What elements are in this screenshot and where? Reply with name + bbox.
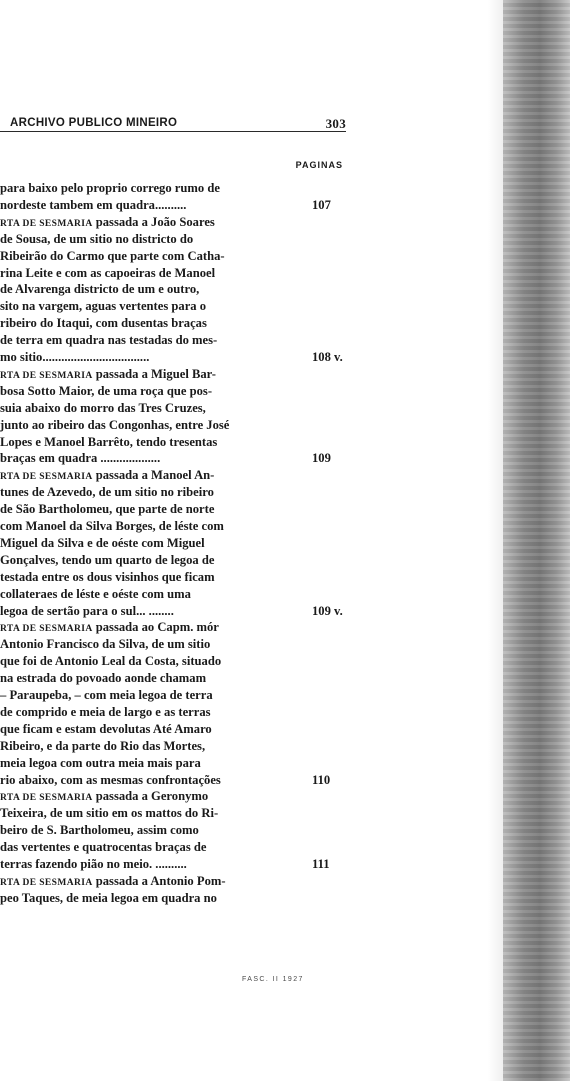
entry-line [0,890,217,906]
entry-line [0,856,187,872]
entry-line-text: nordeste tambem em quadra.......... [0,197,187,212]
entry-line [0,197,186,213]
entry-line [0,349,149,365]
running-title: ARCHIVO PUBLICO MINEIRO [10,117,178,129]
entry-line-text: peo Taques, de meia legoa em quadra no [0,890,217,905]
document-page: ARCHIVO PUBLICO MINEIRO 303 PAGINAS para baixo pelo proprio corrego rumo de nordeste tambem em quadra.......... 107 RTA DE SESMARIA passada a João Soares de Sousa, de um sitio no districto do Ribeirão do Carmo que parte com Catha- rina Leite e com as capoeiras de Manoel de Alvarenga districto de um e outro, sito na vargem, aguas vertentes para o ribeiro do Itaqui, com dusentas braças de terra em quadra nas testadas do mes- mo sitio.................................. 108 v. RTA DE SESMARIA passada a Miguel Bar- bosa Sotto Maior, de uma roça que pos- suia abaixo do morro das Tres Cruzes, junto ao ribeiro das Congonhas, entre José Lopes e Manoel Barrêto, tendo tresentas braças em quadra ................... 109 RTA DE SESMARIA passada a Manoel An- tunes de Azevedo, de um sitio no ribeiro de São Bartholomeu, que parte de norte com Manoel da Silva Borges, de léste com Miguel da Silva e de oéste com Miguel Gonçalves, tendo um quarto de legoa de testada entre os dous visinhos que ficam collateraes de léste e oéste com uma legoa de sertão para o sul... ........ 109 v. RTA DE SESMARIA passada ao Capm. mór Antonio Francisco da Silva, de um sitio que foi de Antonio Leal da Costa, situado na estrada do povoado aonde chamam – Paraupeba, – com meia legoa de terra de comprido e meia de largo e as terras que ficam e estam devolutas Até Amaro Ribeiro, e da parte do Rio das Mortes, meia legoa com outra meia mais para rio abaixo, com as mesmas confrontações 110 RTA DE SESMARIA passada a Geronymo Teixeira, de um sitio em os mattos do Ri- beiro de S. Bartholomeu, assim como das vertentes e quatrocentas braças de terras fazendo pião no meio. .......... 111 RTA DE SESMARIA passada a Antonio Pom- peo Taques, de meia legoa em quadra no FASC. II 1927 [0,0,570,1081]
entry-line-text: mo sitio.................................. [0,350,150,364]
entry-line [0,603,174,619]
entry-line [0,772,221,788]
entry-line-text: terras fazendo pião no meio. .......... [0,857,187,871]
page-number: 303 [325,116,346,131]
entry-line [0,450,160,466]
entry-line-text: rio abaixo, com as mesmas confrontações [0,772,221,787]
page-reference: 111 [312,857,330,871]
scan-margin-strip [503,0,570,1081]
page-reference: 110 [312,772,331,787]
footer-signature: FASC. II 1927 [242,976,304,983]
page-reference: 109 v. [312,603,343,618]
page-reference: 107 [312,197,331,212]
page-reference: 109 [312,451,331,466]
header-rule [0,131,346,132]
entry-line-text: braças em quadra ................... [0,451,161,466]
column-heading: PAGINAS [295,160,343,170]
entry-line-text: legoa de sertão para o sul... ........ [0,603,174,618]
page-reference: 108 v. [312,350,343,364]
